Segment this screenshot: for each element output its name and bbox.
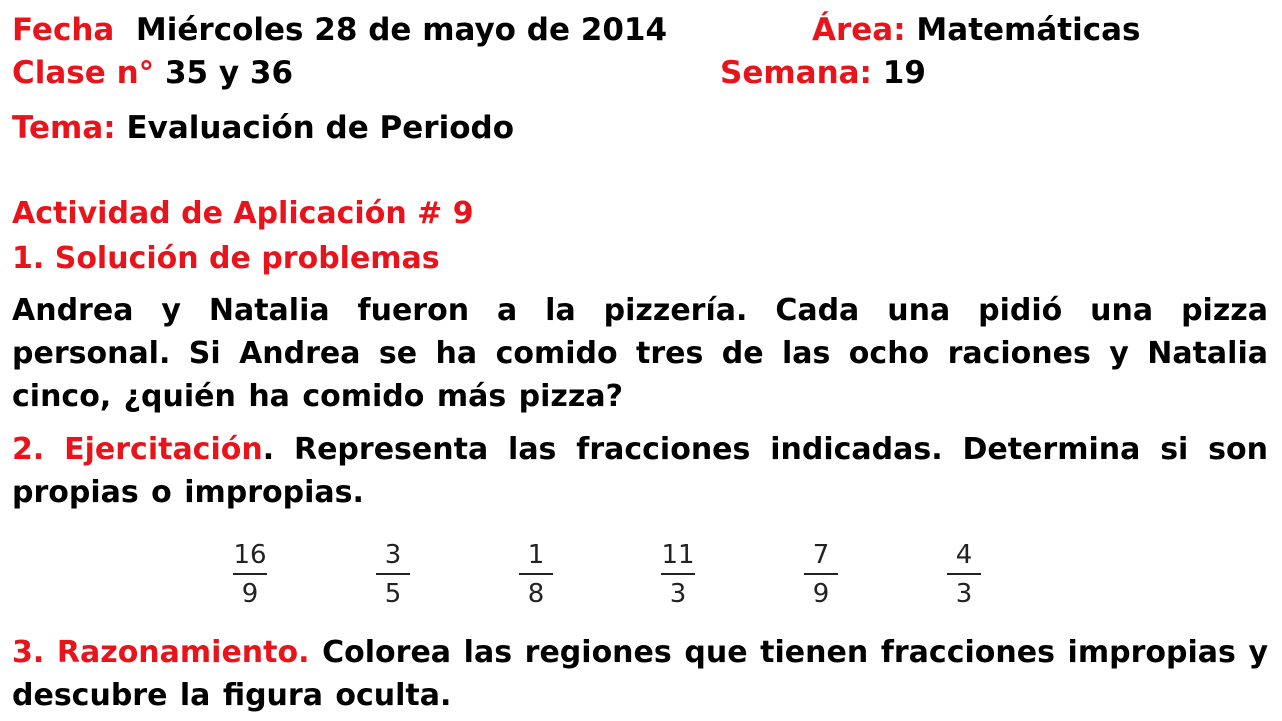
fraction-item (220, 540, 280, 609)
fraction-numerator: 11 (661, 540, 695, 570)
fecha-value: Miércoles 28 de mayo de 2014 (135, 12, 668, 48)
fraction-bar (519, 573, 553, 575)
section3-paragraph (12, 631, 1268, 717)
fraction-denominator: 3 (955, 579, 973, 609)
section1-title: 1. Solución de problemas (12, 241, 440, 276)
fraction-bar (947, 573, 981, 575)
semana-line (720, 55, 926, 91)
fraction-item (506, 540, 566, 609)
section3-text: Colorea las regiones que tienen fracciones impropias y descubre la figura oculta. (12, 635, 1269, 713)
fraction-numerator: 4 (955, 540, 973, 570)
fraction-denominator: 8 (527, 579, 545, 609)
fraction-item (934, 540, 994, 609)
clase-label: Clase n° (12, 55, 155, 91)
area-label: Área: (812, 12, 906, 48)
area-line (812, 12, 1140, 48)
section1-text: Andrea y Natalia fueron a la pizzería. Cada una pidió una pizza personal. Si Andrea se ha comido tres de las ocho raciones y Natalia cinco, ¿quién ha comido más pizza? (12, 293, 1268, 414)
activity-title: Actividad de Aplicación # 9 (12, 196, 474, 231)
fraction-item (363, 540, 423, 609)
fraction-bar (233, 573, 267, 575)
tema-label: Tema: (12, 110, 116, 146)
tema-value: Evaluación de Periodo (126, 110, 514, 146)
semana-label: Semana: (720, 55, 872, 91)
fraction-numerator: 7 (812, 540, 830, 570)
section3-label: 3. Razonamiento. (12, 635, 310, 670)
semana-value: 19 (882, 55, 926, 91)
fraction-denominator: 9 (812, 579, 830, 609)
fraction-numerator: 3 (384, 540, 402, 570)
fraction-denominator: 3 (669, 579, 687, 609)
fraction-item (791, 540, 851, 609)
fraction-item (648, 540, 708, 609)
fractions-row (0, 540, 1282, 615)
section2-paragraph (12, 428, 1268, 514)
area-value: Matemáticas (916, 12, 1141, 48)
fecha-line (12, 12, 667, 48)
fraction-numerator: 16 (233, 540, 267, 570)
tema-line (12, 110, 514, 146)
section2-text: . Representa las fracciones indicadas. Determina si son propias o impropias. (12, 432, 1268, 510)
fraction-numerator: 1 (527, 540, 545, 570)
clase-value: 35 y 36 (164, 55, 294, 91)
fraction-bar (804, 573, 838, 575)
fraction-bar (661, 573, 695, 575)
section2-label: 2. Ejercitación (12, 432, 263, 467)
clase-line (12, 55, 293, 91)
fecha-label: Fecha (12, 12, 115, 48)
fraction-denominator: 5 (384, 579, 402, 609)
fraction-bar (376, 573, 410, 575)
fraction-denominator: 9 (241, 579, 259, 609)
